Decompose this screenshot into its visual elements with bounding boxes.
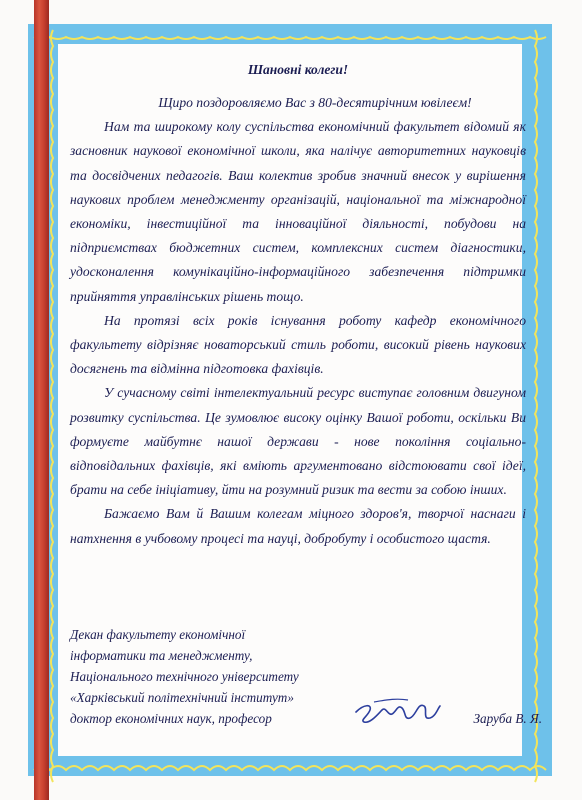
signature-line-5: доктор економічних наук, професор [70, 711, 272, 726]
signatory-name: Заруба В. Я. [473, 711, 542, 726]
signature-line-3: Національного технічного університету [70, 669, 299, 684]
letter-body [70, 60, 526, 551]
paragraph-4: Бажаємо Вам й Вашим колегам міцного здоров'я, творчої наснаги і натхнення в учбовому процесі та науці, добробуту і особистого щастя. [70, 506, 526, 546]
signature-block [70, 624, 540, 729]
paragraph-1: Нам та широкому колу суспільства економічний факультет відомий як засновник наукової економічної школи, яка налічує авторитетних науковців та досвідчених педагогів. Ваш колектив зробив значний внесок у вирішення наукових проблем менеджменту організацій, національної та міжнародної економіки, інвестиційної та інноваційної діяльності, побудови на підприємствах бюджетних систем, комплексних систем діагностики, удосконалення комунікаційно-інформаційного забезпечення підтримки прийняття управлінських рішень тощо. [70, 119, 526, 304]
signature-line-4: «Харківський політехнічний інститут» [70, 690, 294, 705]
paragraph-2: На протязі всіх років існування роботу кафедр економічного факультету відрізняє новаторський стиль роботи, високий рівень наукових досягнень та відмінна підготовка фахівців. [70, 312, 526, 377]
red-ribbon [34, 0, 49, 800]
letter-heading: Шановні колеги! [247, 62, 349, 77]
handwritten-signature [352, 694, 442, 728]
signature-line-1: Декан факультету економічної [70, 627, 246, 642]
signature-line-2: інформатики та менеджменту, [70, 648, 253, 663]
greeting-paragraph: Щиро поздоровляємо Вас з 80-десятирічним ювілеєм! [158, 95, 472, 110]
paragraph-3: У сучасному світі інтелектуальний ресурс виступає головним двигуном розвитку суспільства. Це зумовлює високу оцінку Вашої роботи, оскільки Ви формуєте майбутнє нашої держави - нове покоління соціально-відповідальних фахівців, які вміють аргументовано відстоювати свої ідеї, брати на себе ініціативу, йти на розумний ризик та вести за собою інших. [70, 385, 526, 498]
